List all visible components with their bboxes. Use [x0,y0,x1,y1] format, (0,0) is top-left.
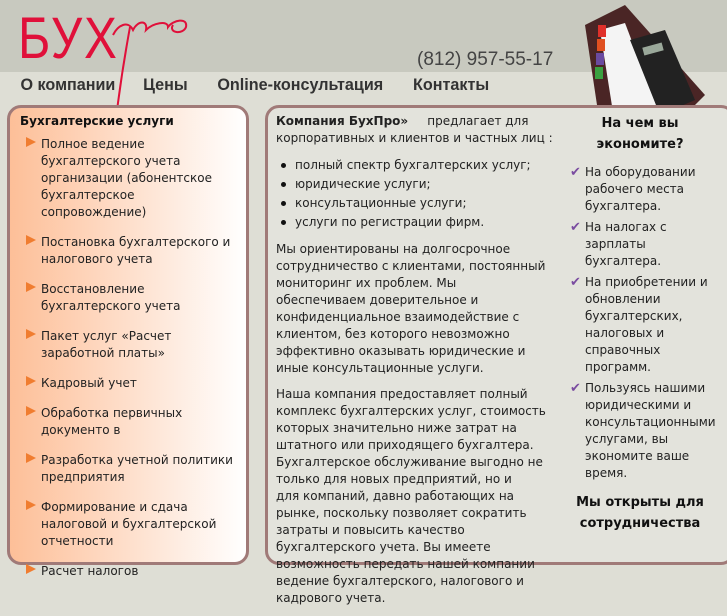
phone-number: (812) 957-55-17 [417,49,554,70]
service-link[interactable] [20,452,236,486]
nav-about[interactable]: О компании [20,75,116,94]
arrow-icon [26,453,36,463]
paragraph-1: Мы ориентированы на долгосрочное сотрудничество с клиентами, постоянный мониторинг их проблем. Мы обеспечиваем доверительное и конфиденциальное взаимодействие с клиентом, без которого невозможно эффективно оказывать юридические и иные консультационные услуги. [276,242,550,375]
services-title: Бухгалтерские услуги [20,114,174,128]
service-label: Восстановление бухгалтерского учета [41,282,181,313]
service-label: Обработка первичных документо в [41,406,183,437]
service-link[interactable] [20,234,236,268]
service-link[interactable] [20,375,236,392]
service-label: Постановка бухгалтерского и налогового учета [41,235,231,266]
arrow-icon [26,406,36,416]
nav-contacts[interactable]: Контакты [413,75,490,94]
savings-label: На приобретении и обновлении бухгалтерских, налоговых и справочных программ. [585,275,708,374]
checkmark-icon: ✔ [570,275,581,290]
service-link[interactable] [20,499,236,550]
arrow-icon [26,500,36,510]
cooperation-title: Мы открыты для сотрудничества [576,495,704,531]
savings-item [565,274,715,376]
arrow-icon [26,137,36,147]
savings-item [565,164,715,215]
savings-label: На оборудовании рабочего места бухгалтера. [585,165,696,213]
services-sidebar [7,105,249,578]
service-link[interactable] [20,281,236,315]
arrow-icon [26,282,36,292]
list-item: юридические услуги; [276,175,556,194]
savings-label: Пользуясь нашими юридическими и консультационными услугами, вы экономите ваше время. [585,381,716,480]
service-link[interactable] [20,563,236,580]
intro-text: предлагает для корпоративных и клиентов и частных лиц : [276,114,553,145]
main-nav [18,75,491,95]
service-label: Пакет услуг «Расчет заработной платы» [41,329,172,360]
service-link[interactable] [20,136,236,221]
service-link[interactable] [20,328,236,362]
nav-prices[interactable]: Цены [143,75,188,94]
paragraph-2: Наша компания предоставляет полный комплекс бухгалтерских услуг, стоимость которых значительно ниже затрат на штатного или приходящего бухгалтера. Бухгалтерское обслуживание выгодно не только для новых предприятий, но и для компаний, давно работающих на рынке, поскольку позволяет сократить затраты и повысить качество бухгалтерского учета. Вы имеете возможность передать нашей компании ведение бухгалтерского, налогового и кадрового учета. [276,387,552,605]
logo-main: БУХ [18,6,119,71]
arrow-icon [26,564,36,574]
list-item: полный спектр бухгалтерских услуг; [276,156,556,175]
checkmark-icon: ✔ [570,381,581,396]
service-label: Разработка учетной политики предприятия [41,453,233,484]
service-label: Формирование и сдача налоговой и бухгалтерской отчетности [41,500,217,548]
arrow-icon [26,329,36,339]
arrow-icon [26,235,36,245]
service-label: Полное ведение бухгалтерского учета организации (абонентское бухгалтерское сопровождение) [41,137,212,219]
savings-item [565,380,715,482]
list-item: услуги по регистрации фирм. [276,213,556,232]
savings-item [565,219,715,270]
savings-column [565,113,715,543]
savings-label: На налогах с зарплаты бухгалтера. [585,220,667,268]
checkmark-icon: ✔ [570,220,581,235]
arrow-icon [26,376,36,386]
list-item: консультационные услуги; [276,194,556,213]
service-label: Расчет налогов [41,564,139,578]
checkmark-icon: ✔ [570,165,581,180]
savings-title: На чем вы экономите? [596,116,684,152]
service-label: Кадровый учет [41,376,137,390]
service-link[interactable] [20,405,236,439]
nav-online-consultation[interactable]: Online-консультация [217,75,383,94]
main-content [276,113,556,616]
intro-bold: Компания БухПро» [276,114,409,128]
